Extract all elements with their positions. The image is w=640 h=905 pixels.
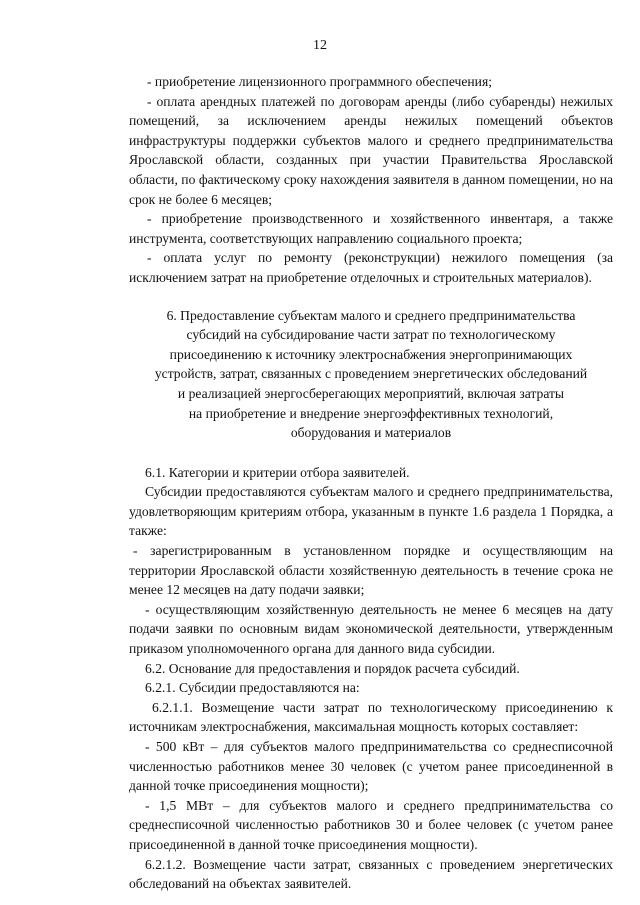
list-item: - оплата услуг по ремонту (реконструкции) нежилого помещения (за исключением затрат на приобретение отделочных и строительных материалов). <box>129 250 613 285</box>
paragraph: 6.2. Основание для предоставления и порядок расчета субсидий. <box>145 660 520 676</box>
list-item: - приобретение производственного и хозяйственного инвентаря, а также инструмента, соответствующих направлению социального проекта; <box>129 211 613 246</box>
page-body <box>129 72 613 894</box>
list-item: - приобретение лицензионного программного обеспечения; <box>147 74 492 89</box>
paragraph: 6.1. Категории и критерии отбора заявителей. <box>145 464 410 480</box>
paragraph: 6.2.1.1. Возмещение части затрат по технологическому присоединению к источникам электроснабжения, максимальная мощность которых составляет: <box>129 699 613 735</box>
paragraph: 6.2.1.2. Возмещение части затрат, связанных с проведением энергетических обследований на объектах заявителей. <box>129 856 613 892</box>
list-item: - оплата арендных платежей по договорам аренды (либо субаренды) нежилых помещений, за исключением аренды нежилых помещений объектов инфраструктуры поддержки субъектов малого и среднего предпринимательства Ярославской области, созданных при участии Правительства Ярославской области, по фактическому сроку нахождения заявителя в данном помещении, но на срок не более 6 месяцев; <box>129 93 613 207</box>
list-item: - осуществляющим хозяйственную деятельность не менее 6 месяцев на дату подачи заявки по основным видам экономической деятельности, утвержденным приказом уполномоченного органа для данного вида субсидии. <box>129 601 613 657</box>
paragraph: Субсидии предоставляются субъектам малого и среднего предпринимательства, удовлетворяющим критериям отбора, указанным в пункте 1.6 раздела 1 Порядка, а также: <box>129 484 613 539</box>
list-item: - зарегистрированным в установленном порядке и осуществляющим на территории Ярославской области хозяйственную деятельность в течение срока не менее 12 месяцев на дату подачи заявки; <box>129 543 613 598</box>
section-heading: 6. Предоставление субъектам малого и среднего предпринимательства субсидий на субсидирование части затрат по технологическому присоединению к источнику электроснабжения энергопринимающих устройств, затрат, связанных с проведением энергетических обследований и реализацией энергосберегающих мероприятий, включая затраты на приобретение и внедрение энергоэффективных технологий, оборудования и материалов <box>154 307 588 441</box>
list-item: - 1,5 МВт – для субъектов малого и среднего предпринимательства со среднесписочной численностью работников 30 и более человек (с учетом ранее присоединенной в данной точке присоединения мощности). <box>129 797 613 852</box>
paragraph: 6.2.1. Субсидии предоставляются на: <box>145 680 360 696</box>
page-number: 12 <box>313 38 327 53</box>
list-item: - 500 кВт – для субъектов малого предпринимательства со среднесписочной численностью работников менее 30 человек (с учетом ранее присоединенной в данной точке присоединения мощности); <box>129 739 613 794</box>
